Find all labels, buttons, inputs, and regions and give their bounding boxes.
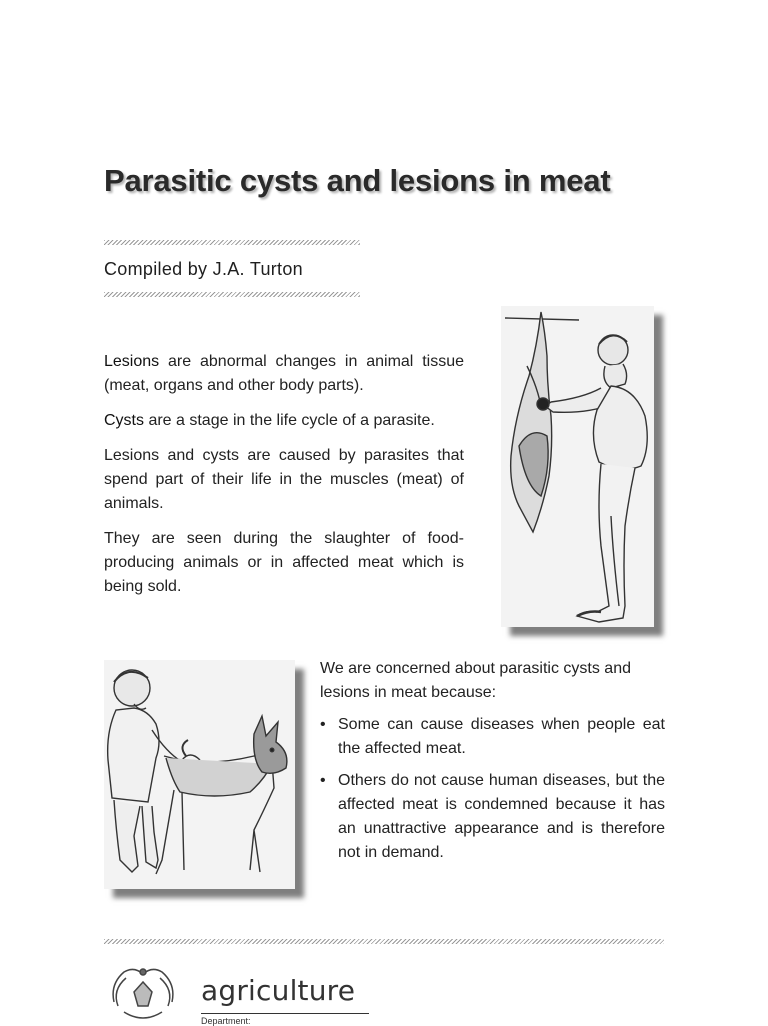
brand-name: agriculture xyxy=(201,974,356,1007)
department-label: Department: xyxy=(201,1016,251,1026)
lesions-definition xyxy=(104,350,464,398)
man-with-carcass-illustration xyxy=(501,306,654,627)
list-item xyxy=(320,769,665,865)
page-title: Parasitic cysts and lesions in meat xyxy=(104,163,611,198)
divider-bottom xyxy=(104,939,664,944)
concerns-list xyxy=(320,713,665,865)
concern-text-1: Some can cause diseases when people eat the affected meat. xyxy=(338,716,665,757)
divider-middle xyxy=(104,292,360,297)
intro-text xyxy=(104,350,464,610)
cause-paragraph: Lesions and cysts are caused by parasites that spend part of their life in the muscles (meat) of animals. xyxy=(104,447,464,512)
term-lesions: Lesions xyxy=(104,353,160,370)
brand-divider xyxy=(201,1013,369,1014)
bullet-icon: • xyxy=(320,716,326,733)
concerns-section xyxy=(320,657,665,873)
cysts-text: are a stage in the life cycle of a parasite. xyxy=(144,412,435,429)
term-cysts: Cysts xyxy=(104,412,144,429)
cysts-definition xyxy=(104,409,464,433)
divider-top xyxy=(104,240,360,245)
lesions-text: are abnormal changes in animal tissue (meat, organs and other body parts). xyxy=(104,353,464,394)
child-and-dog-illustration xyxy=(104,660,295,889)
carcass-drawing xyxy=(501,306,654,627)
concern-text-2: Others do not cause human diseases, but the affected meat is condemned because it has an unattractive appearance and is therefore not in demand. xyxy=(338,772,665,861)
list-item xyxy=(320,713,665,761)
slaughter-paragraph: They are seen during the slaughter of food-producing animals or in affected meat which is being sold. xyxy=(104,530,464,595)
coat-of-arms-icon xyxy=(104,962,182,1024)
child-dog-drawing xyxy=(104,660,295,889)
concerns-lead: We are concerned about parasitic cysts and lesions in meat because: xyxy=(320,660,631,701)
compiled-by: Compiled by J.A. Turton xyxy=(104,259,303,279)
bullet-icon: • xyxy=(320,772,326,789)
